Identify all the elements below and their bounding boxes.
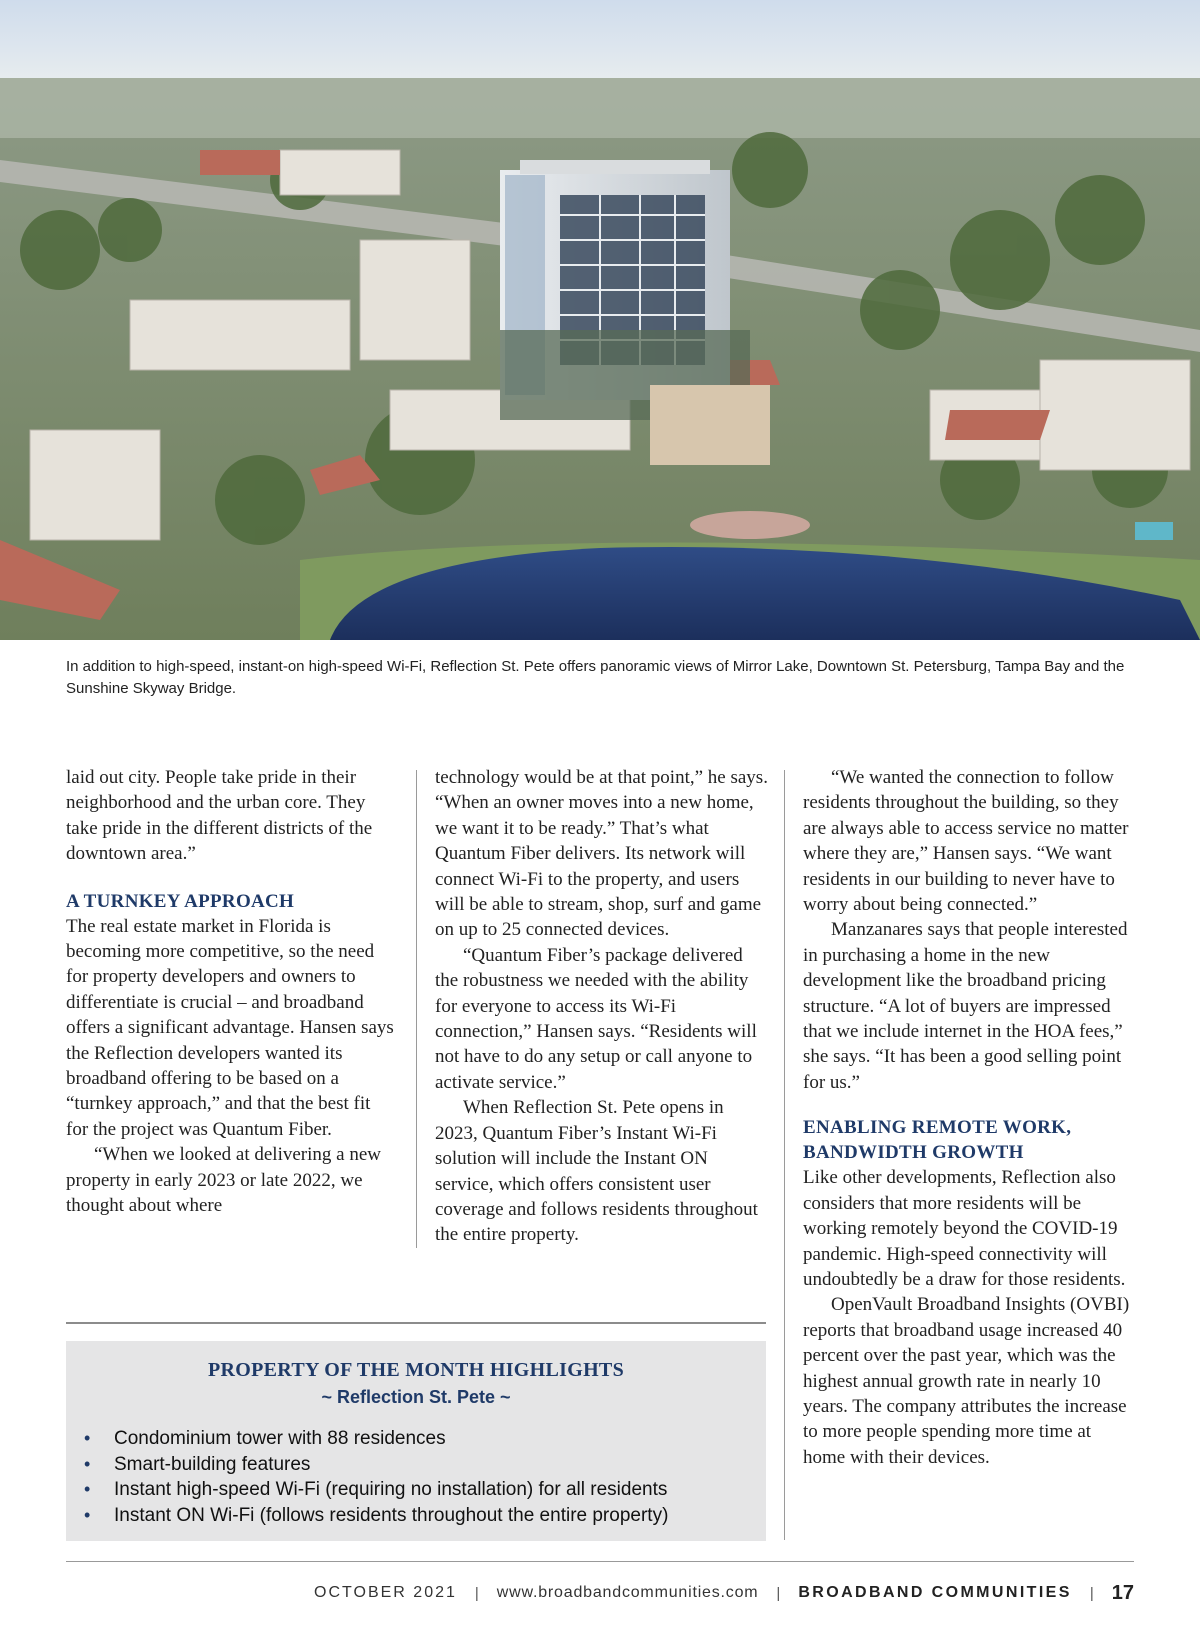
footer-separator: | [776,1584,781,1602]
highlights-list [84,1426,668,1528]
bullet-icon: • [84,1479,91,1499]
paragraph: Manzanares says that people interested in purchasing a home in the new development like the broadband pricing structure. “A lot of buyers are impressed that we include internet in the HOA fees,” she says. “It has been a good selling point for us.” [803,919,1128,1093]
footer-rule [66,1561,1134,1562]
section-heading: A TURNKEY APPROACH [66,890,295,912]
paragraph: “Quantum Fiber’s package delivered the robustness we needed with the ability for everyone to access its Wi-Fi connection,” Hansen says. “Residents will not have to do any setup or call anyone to activate service.” [435,944,757,1093]
footer-separator: | [1089,1584,1094,1602]
issue-date: OCTOBER 2021 [314,1584,457,1601]
list-item [84,1477,668,1503]
paragraph: OpenVault Broadband Insights (OVBI) reports that broadband usage increased 40 percent over the past year, which was the highest annual growth rate in nearly 10 years. The company attributes the increase to more people spending more time at home with their devices. [803,1294,1130,1468]
highlights-subtitle: ~ Reflection St. Pete ~ [321,1387,511,1407]
highlights-title: PROPERTY OF THE MONTH HIGHLIGHTS [208,1359,624,1381]
list-item [84,1426,668,1452]
paragraph: Like other developments, Reflection also considers that more residents will be working remotely beyond the COVID-19 pandemic. High-speed connectivity will undoubtedly be a draw for those residents. [803,1167,1126,1290]
paragraph: When Reflection St. Pete opens in 2023, Quantum Fiber’s Instant Wi-Fi solution will include the Instant ON service, which offers consistent user coverage and follows residents throughout the entire property. [435,1097,758,1246]
column-divider [416,770,417,1248]
paragraph: technology would be at that point,” he says. “When an owner moves into a new home, we want it to be ready.” That’s what Quantum Fiber delivers. Its network will connect Wi-Fi to the property, and users will be able to stream, shop, surf and game on up to 25 connected devices. [435,767,768,941]
list-item-text: Smart-building features [114,1453,311,1475]
bullet-icon: • [84,1453,91,1474]
photo-caption: In addition to high-speed, instant-on high-speed Wi-Fi, Reflection St. Pete offers panoramic views of Mirror Lake, Downtown St. Petersburg, Tampa Bay and the Sunshine Skyway Bridge. [66,658,1125,697]
bullet-icon: • [84,1428,91,1448]
magazine-name: BROADBAND COMMUNITIES [798,1584,1072,1601]
paragraph: laid out city. People take pride in their neighborhood and the urban core. They take pride in the different districts of the downtown area.” [66,767,373,865]
page-footer [314,1578,1134,1608]
list-item [84,1452,668,1478]
column-divider [784,770,785,1540]
page-number: 17 [1111,1581,1134,1604]
highlights-box [66,1341,766,1541]
article-column-2 [435,765,770,1248]
article-column-3 [803,765,1133,1470]
list-item [84,1503,668,1529]
aerial-rendering-image [0,0,1200,640]
footer-separator: | [474,1584,479,1602]
hero-photo [0,0,1200,640]
paragraph: The real estate market in Florida is becoming more competitive, so the need for property developers and owners to differentiate is crucial – and broadband offers a significant advantage. Hansen says the Reflection developers wanted its broadband offering to be based on a “turnkey approach,” and that the best fit for the project was Quantum Fiber. [66,915,394,1140]
section-heading: ENABLING REMOTE WORK, BANDWIDTH GROWTH [803,1117,1072,1164]
paragraph: “We wanted the connection to follow residents throughout the building, so they are always able to access service no matter where they are,” Hansen says. “We want residents in our building to never have to worry about being connected.” [803,767,1129,916]
website-link[interactable]: www.broadbandcommunities.com [496,1584,759,1601]
paragraph: “When we looked at delivering a new property in early 2023 or late 2022, we thought about where [66,1144,381,1217]
list-item-text: Instant high-speed Wi-Fi (requiring no installation) for all residents [114,1479,668,1500]
list-item-text: Instant ON Wi-Fi (follows residents throughout the entire property) [114,1504,669,1526]
highlights-top-rule [66,1322,766,1324]
article-column-1 [66,765,396,1219]
list-item-text: Condominium tower with 88 residences [114,1428,446,1449]
bullet-icon: • [84,1504,91,1525]
